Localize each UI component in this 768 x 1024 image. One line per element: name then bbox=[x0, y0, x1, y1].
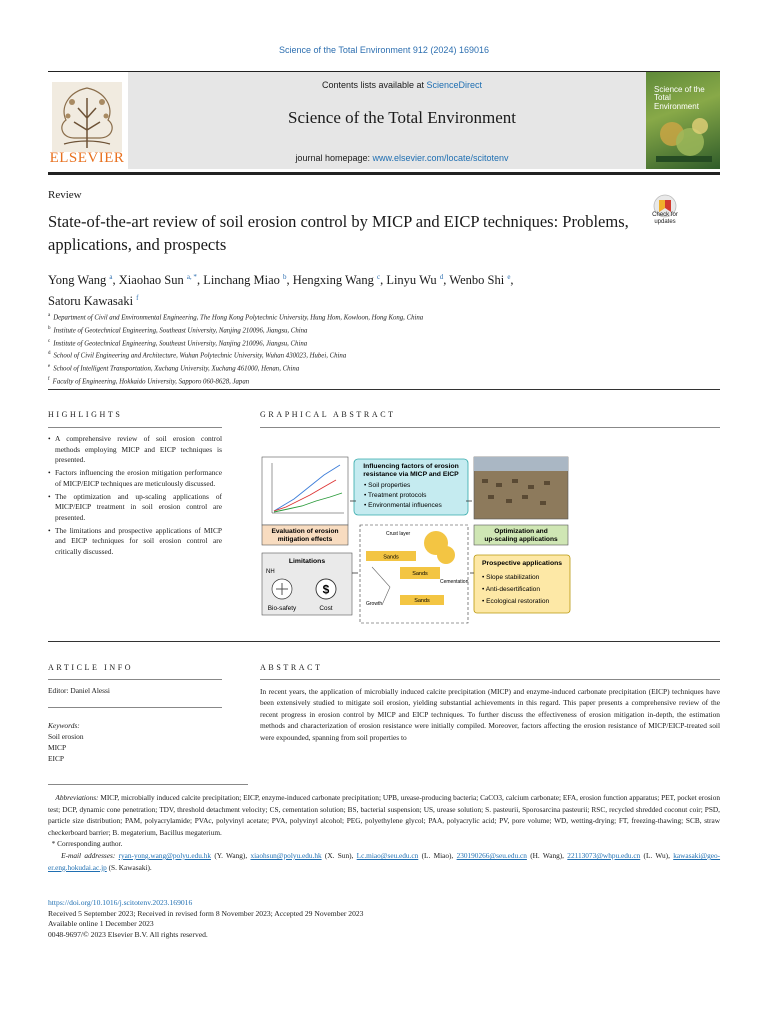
cover-art-icon bbox=[656, 112, 712, 162]
factor-item: • Environmental influences bbox=[364, 502, 442, 509]
affiliation-text: School of Civil Engineering and Architecture, Wuhan Polytechnic University, Wuhan 430023, Hubei, China bbox=[53, 352, 347, 360]
author-name[interactable]: Satoru Kawasaki bbox=[48, 294, 134, 309]
affiliation-text: School of Intelligent Transportation, Xuchang University, Xuchang 461000, Henan, China bbox=[53, 365, 300, 373]
email-footnote bbox=[48, 850, 720, 873]
author-name[interactable]: Linchang Miao bbox=[203, 273, 280, 288]
author-affil-sup[interactable]: b bbox=[283, 273, 287, 281]
sciencedirect-link[interactable]: ScienceDirect bbox=[426, 80, 483, 90]
keywords-rule bbox=[48, 707, 222, 708]
contents-line bbox=[128, 80, 676, 90]
homepage-line bbox=[128, 153, 676, 163]
graphical-abstract-heading: GRAPHICAL ABSTRACT bbox=[260, 410, 396, 419]
abstract-heading: ABSTRACT bbox=[260, 663, 323, 672]
footnotes bbox=[48, 792, 720, 873]
highlights-heading: HIGHLIGHTS bbox=[48, 410, 123, 419]
email-link[interactable]: 22113073@whpu.edu.cn bbox=[567, 850, 641, 860]
highlight-item: • The optimization and up-scaling applications of MICP/EICP treatment in soil erosion control are presented. bbox=[48, 492, 222, 524]
prospective-item: • Slope stabilization bbox=[482, 574, 540, 581]
email-owner: (X. Sun), bbox=[324, 850, 354, 860]
affiliations bbox=[48, 311, 728, 388]
affiliation-text: Faculty of Engineering, Hokkaido University, Sapporo 060-8628, Japan bbox=[52, 378, 250, 386]
affiliation-sup: b bbox=[48, 325, 51, 331]
article-title: State-of-the-art review of soil erosion control by MICP and EICP techniques: Problems, applications, and prospects bbox=[48, 212, 629, 254]
email-owner: (L. Wu), bbox=[643, 850, 670, 860]
article-info-heading: ARTICLE INFO bbox=[48, 663, 134, 672]
doi-link[interactable]: https://doi.org/10.1016/j.scitotenv.2023.169016 bbox=[48, 898, 193, 907]
journal-homepage-link[interactable]: www.elsevier.com/locate/scitotenv bbox=[372, 153, 509, 163]
affiliation-sup: f bbox=[48, 376, 50, 382]
contents-prefix: Contents lists available at bbox=[321, 80, 427, 90]
affiliation-sup: c bbox=[48, 338, 51, 344]
masthead-banner bbox=[128, 72, 676, 169]
optimization-label-2: up-scaling applications bbox=[484, 536, 558, 543]
author-affil-sup[interactable]: e bbox=[507, 273, 511, 281]
graphical-abstract-rule bbox=[260, 427, 720, 428]
abstract-rule bbox=[260, 679, 720, 680]
affiliation-text: Department of Civil and Environmental Engineering, The Hong Kong Polytechnic University, Hung Hom, Kowloon, Hong Kong, China bbox=[53, 314, 424, 322]
graphical-abstract-figure[interactable] bbox=[260, 455, 720, 625]
email-link[interactable]: xiaohsun@polyu.edu.hk bbox=[250, 850, 322, 860]
factors-title-1: Influencing factors of erosion bbox=[363, 463, 459, 470]
svg-text:Sands: Sands bbox=[412, 571, 428, 577]
biosafety-label: Bio-safety bbox=[267, 605, 297, 612]
section-divider bbox=[48, 641, 720, 642]
abbreviations-label: Abbreviations: bbox=[55, 793, 99, 802]
cover-title: Science of the Total Environment bbox=[654, 85, 705, 111]
author-affil-sup[interactable]: a, * bbox=[186, 273, 197, 281]
highlight-item: • Factors influencing the erosion mitigation performance of MICP/EICP techniques are meticulously discussed. bbox=[48, 468, 222, 489]
limitations-title: Limitations bbox=[288, 558, 326, 565]
nh-label: NH bbox=[266, 569, 275, 575]
affiliation-sup: a bbox=[48, 313, 51, 318]
author-affil-sup[interactable]: c bbox=[376, 273, 381, 281]
section-divider bbox=[48, 389, 720, 390]
homepage-prefix: journal homepage: bbox=[295, 153, 373, 163]
keyword-item[interactable]: Soil erosion bbox=[48, 732, 84, 741]
svg-text:Sands: Sands bbox=[414, 598, 430, 604]
svg-text:Sands: Sands bbox=[383, 554, 399, 561]
corresponding-footnote: * Corresponding author. bbox=[48, 839, 123, 849]
author-affil-sup[interactable]: d bbox=[439, 273, 444, 281]
keyword-item[interactable]: MICP bbox=[48, 743, 67, 752]
affiliation-text: Institute of Geotechnical Engineering, Southeast University, Nanjing 210096, Jiangsu, China bbox=[53, 327, 308, 335]
prospective-title: Prospective applications bbox=[481, 560, 563, 567]
masthead bbox=[48, 72, 720, 169]
affiliation-item bbox=[48, 337, 728, 350]
growth-label: Growth bbox=[366, 601, 383, 607]
email-link[interactable]: Lc.miao@seu.edu.cn bbox=[356, 850, 419, 860]
article-type: Review bbox=[48, 189, 82, 201]
crust-label: Crust layer bbox=[386, 531, 411, 537]
affiliation-item bbox=[48, 349, 728, 362]
affiliation-sup: e bbox=[48, 364, 51, 370]
affiliation-item bbox=[48, 311, 728, 324]
available-online: Available online 1 December 2023 bbox=[48, 919, 154, 929]
keyword-item[interactable]: EICP bbox=[48, 754, 65, 763]
optimization-label-1: Optimization and bbox=[494, 528, 548, 535]
factor-item: • Treatment protocols bbox=[364, 492, 427, 499]
evaluation-label-2: mitigation effects bbox=[277, 536, 333, 543]
abstract-body: In recent years, the application of microbially induced calcite precipitation (MICP) and enzyme-induced carbonate precipitation (EICP) techniques have been extensively studied to mitigate soil erosion, yielding substantial achievements in this regard. This paper presents a comprehensive review of the recent progress in erosion control by MICP and EICP techniques. To further discuss the effectiveness of erosion mitigation in-depth, the estimation methods and characterization of erosion resistance were initially compiled. Moreover, factors affecting the erosion resistance of MICP/EICP-treated soil were expounded, spanning from soil properties to bbox=[260, 687, 720, 742]
journal-citation[interactable]: Science of the Total Environment 912 (2024) 169016 bbox=[279, 45, 489, 55]
author-affil-sup[interactable]: f bbox=[136, 294, 139, 303]
highlights-list bbox=[48, 434, 222, 560]
author-name[interactable]: Yong Wang bbox=[48, 273, 107, 288]
author-list: Yong Wang $^a$, Xiaohao Sun $^{a, *}$, Linchang Miao $^b$, Hengxing Wang $^c$, Linyu Wu $^d$, Wenbo Shi $^e$, Satoru Kawasaki $^f$ bbox=[48, 273, 514, 309]
affiliation-item bbox=[48, 324, 728, 337]
email-label: E-mail addresses: bbox=[61, 850, 116, 860]
journal-cover[interactable] bbox=[646, 72, 720, 169]
affiliation-item bbox=[48, 375, 728, 388]
cost-label: Cost bbox=[319, 605, 333, 612]
affiliation-item bbox=[48, 362, 728, 375]
svg-text:$: $ bbox=[322, 582, 330, 597]
affiliation-sup: d bbox=[48, 351, 51, 357]
email-owner: (H. Wang), bbox=[530, 850, 564, 860]
keywords-label: Keywords: bbox=[48, 721, 80, 730]
check-for-updates-label[interactable]: Check for updates bbox=[652, 212, 678, 225]
email-owner: (S. Kawasaki). bbox=[108, 862, 152, 872]
journal-title: Science of the Total Environment bbox=[288, 108, 516, 127]
footnote-rule bbox=[48, 784, 248, 785]
prospective-item: • Ecological restoration bbox=[482, 598, 550, 605]
elsevier-wordmark: ELSEVIER bbox=[49, 150, 125, 166]
erosion-chart-panel bbox=[262, 457, 348, 525]
article-info-rule bbox=[48, 679, 222, 680]
masthead-bottom-rule bbox=[48, 172, 720, 175]
author-affil-sup[interactable]: a bbox=[109, 273, 113, 281]
email-owner: (L. Miao), bbox=[421, 850, 454, 860]
email-link[interactable]: kawasaki@geo-er.eng.hokudai.ac.jp bbox=[48, 850, 721, 872]
prospective-item: • Anti-desertification bbox=[482, 586, 541, 593]
publication-info bbox=[48, 898, 720, 940]
factors-title-2: resistance via MICP and EICP bbox=[363, 471, 459, 478]
email-owner: (Y. Wang), bbox=[214, 850, 248, 860]
affiliation-text: Institute of Geotechnical Engineering, Southeast University, Nanjing 210096, Jiangsu, China bbox=[53, 339, 308, 347]
evaluation-label-1: Evaluation of erosion bbox=[271, 528, 339, 535]
keywords bbox=[48, 720, 84, 764]
cementation-label: Cementation bbox=[440, 579, 469, 585]
email-link[interactable]: ryan-yong.wang@polyu.edu.hk bbox=[118, 850, 212, 860]
email-link[interactable]: 230190266@seu.edu.cn bbox=[456, 850, 527, 860]
author-name[interactable]: Xiaohao Sun bbox=[118, 273, 184, 288]
corresponding-text: Corresponding author. bbox=[57, 839, 123, 849]
author-name[interactable]: Linyu Wu bbox=[386, 273, 437, 288]
factor-item: • Soil properties bbox=[364, 482, 411, 489]
highlights-rule bbox=[48, 427, 222, 428]
author-name[interactable]: Hengxing Wang bbox=[292, 273, 374, 288]
editor-line: Editor: Daniel Alessi bbox=[48, 686, 110, 695]
author-name[interactable]: Wenbo Shi bbox=[449, 273, 505, 288]
copyright: 0048-9697/© 2023 Elsevier B.V. All rights reserved. bbox=[48, 929, 208, 939]
abbreviations-footnote bbox=[48, 792, 720, 838]
highlight-item: • A comprehensive review of soil erosion control methods employing MICP and EICP techniques is presented. bbox=[48, 434, 222, 466]
received-dates: Received 5 September 2023; Received in revised form 8 November 2023; Accepted 29 November 2023 bbox=[48, 908, 364, 918]
abbreviations-text: MICP, microbially induced calcite precipitation; EICP, enzyme-induced carbonate precipitation; UPB, urease-producing bacteria; CaCO3, calcium carbonate; EFA, erosion function apparatus; PET, pocket erosion test; DCP, dynamic cone penetration; TDV, threshold detachment velocity; CS, cementation solution; BS, bacterial suspension; US, urease solution; S. pasteurii, Sporosarcina pasteurii; RSC, recycled shredded coconut coir; PSD, particle size distribution; PAM, polyacrylamide; PVAc, polyvinyl acetate; PVA, polyvinyl alcohol; PEG, polyethylene glycol; PAA, polyacrylic acid; PV, pore volume; WD, wetting-drying; FT, freezing-thawing; SCB, straw checkerboard barrier; B. megaterium, Bacillus megaterium. bbox=[48, 793, 721, 837]
highlight-item: • The limitations and prospective applications of MICP and EICP techniques for soil erosion control are critically discussed. bbox=[48, 526, 222, 558]
